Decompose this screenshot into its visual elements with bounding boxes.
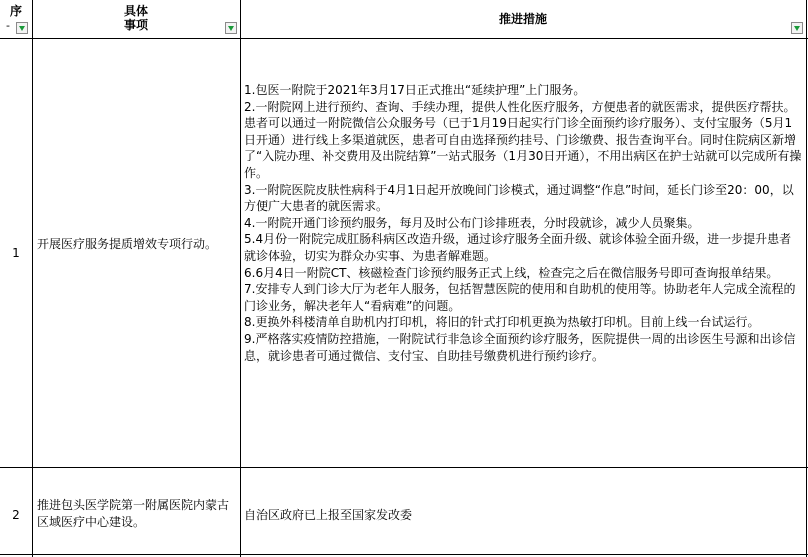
header-item [32,4,240,32]
row-item: 推进包头医学院第一附属医院内蒙古区域医疗中心建设。 [37,498,230,529]
grid-vline [240,0,241,557]
grid-hline [0,467,808,468]
header-item-line2: 事项 [123,18,148,32]
measure-item: 自治区政府已上报至国家发改委 [244,508,413,522]
measure-item: 5.4月份一附院完成肛肠科病区改造升级，通过诊疗服务全面升级、就诊体验全面升级，进一步提升患者就诊体验，切实为群众办实事、为患者解难题。 [244,232,792,263]
measure-item: 4.一附院开通门诊预约服务，每月及时公布门诊排班表，分时段就诊，减少人员聚集。 [244,215,700,230]
measure-item: 6.6月4日一附院CT、核磁检查门诊预约服务正式上线，检查完之后在微信服务号即可查询报单结果。 [244,265,779,280]
header-index-marker: - [6,19,10,32]
header-index-label: 序 [9,4,22,18]
filter-dropdown-icon[interactable] [791,22,803,34]
measure-item: 9.严格落实疫情防控措施，一附院试行非急诊全面预约诊疗服务，医院提供一周的出诊医生号源和出诊信息，就诊患者可通过微信、支付宝、自助挂号缴费机进行预约诊疗。 [244,331,796,363]
filter-dropdown-icon[interactable] [16,22,28,34]
grid-vline [32,0,33,557]
row-item: 开展医疗服务提质增效专项行动。 [37,237,218,251]
measure-item: 3.一附院医院皮肤性病科于4月1日起开放晚间门诊模式，通过调整“作息”时间，延长门诊至20：00，以方便广大患者的就医需求。 [244,182,794,214]
measure-item: 1.包医一附院于2021年3月17日正式推出“延续护理”上门服务。 [244,83,586,97]
grid-vline [806,0,807,557]
row-measures [244,82,802,364]
filter-dropdown-icon[interactable] [225,22,237,34]
header-measures [240,12,806,26]
measure-item: 7.安排专人到门诊大厅为老年人服务，包括智慧医院的使用和自助机的使用等。协助老年人完成全流程的门诊业务，解决老年人“看病难”的问题。 [244,282,796,313]
row-measures [244,507,802,524]
grid-hline [0,554,808,555]
header-measures-label: 推进措施 [498,12,547,26]
row-index: 2 [12,508,20,522]
measure-item: 2.一附院网上进行预约、查询、手续办理，提供人性化医疗服务，方便患者的就医需求，提供医疗帮扶。患者可以通过一附院微信公众服务号（已于1月19日起实行门诊全面预约诊疗服务）、支付宝服务（5月1日开通）进行线上多渠道就医，患者可自由选择预约挂号、门诊缴费、报告查询平台。同时住院病区新增了“入院办理、补交费用及出院结算”一站式服务（1月30日开通），不用出病区在护士站就可以完成所有操作。 [244,99,802,180]
header-index [0,4,32,18]
measure-item: 8.更换外科楼清单自助机内打印机，将旧的针式打印机更换为热敏打印机。目前上线一台试运行。 [244,315,760,330]
grid-hline [0,38,808,39]
header-item-line1: 具体 [123,4,148,18]
row-index: 1 [12,246,20,260]
